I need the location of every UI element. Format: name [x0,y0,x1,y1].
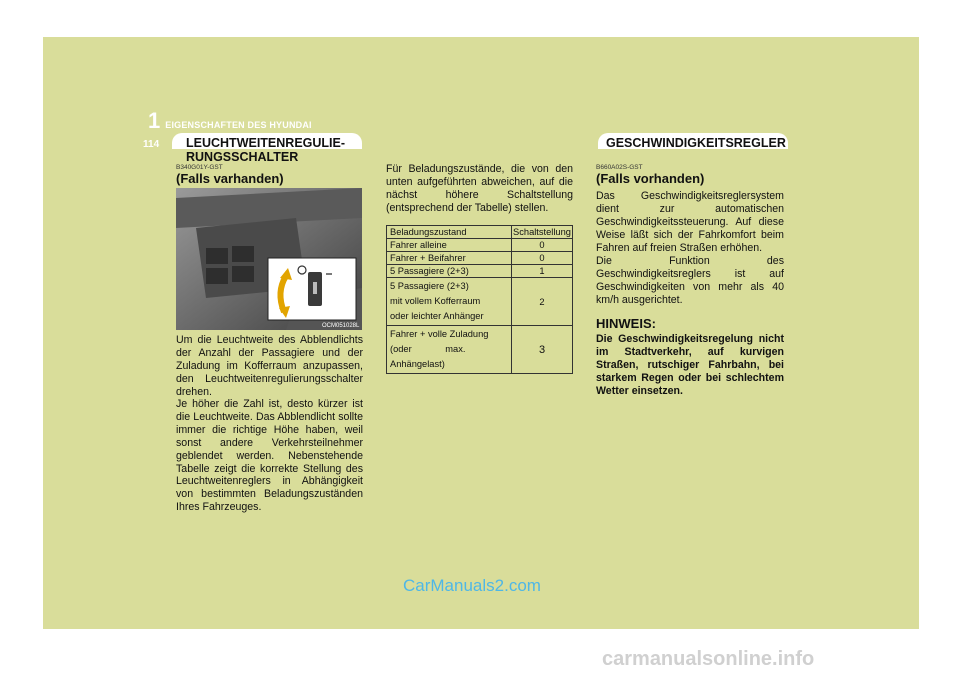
section-title-geschwindigkeitsregler: GESCHWINDIGKEITSREGLER [606,136,786,150]
note-text: Die Geschwindigkeitsregelung nicht im Stadtverkehr, auf kurvigen Straßen, rutschiger Fahrbahn, bei starkem Regen oder bei schlechtem Wetter einsetzen. [596,333,784,397]
middle-intro: Für Beladungszustände, die von den unten aufgeführten abweichen, auf die nächst höhere Schaltstellung (entsprechend der Tabelle) stellen. [386,163,573,214]
image-code: OCM051028L [322,323,360,329]
right-paragraph-1: Das Geschwindigkeitsreglersystem dient zur automatischen Geschwindigkeitssteuerung. Auf diese Weise läßt sich der Fahrkomfort beim Fahren auf freien Straßen erhöhen. [596,190,784,254]
table-cell-line: Anhängelast) [390,359,445,369]
table-cell-value: 0 [512,252,573,265]
chapter-number: 1 [148,108,161,133]
table-cell: Fahrer + Beifahrer [387,252,512,265]
table-cell-value: 0 [512,239,573,252]
section-title-line1: LEUCHTWEITENREGULIE- [186,136,346,150]
watermark-bottom: carmanualsonline.info [602,648,815,670]
table-cell: 5 Passagiere (2+3) [387,265,512,278]
right-paragraph-2: Die Funktion des Geschwindigkeitsreglers ist auf Geschwindigkeiten von mehr als 40 km/h ausgerichtet. [596,255,784,306]
headlamp-switch-illustration [176,188,362,330]
table-row [387,239,573,252]
page-number: 114 [143,139,160,150]
table-header-cell: Schaltstellung [513,227,571,237]
section-title-leuchtweite [186,136,366,164]
watermark-top: CarManuals2.com [403,576,541,595]
left-paragraph-1: Um die Leuchtweite des Abblendlichts der Anzahl der Passagiere und der Zuladung im Kofferraum anzupassen, den Leuchtweitenregulierungsschalter drehen. [176,334,363,398]
table-header-row [387,226,573,239]
table-row [387,278,573,326]
section-title-line2: RUNGSSCHALTER [186,150,299,164]
table-row [387,265,573,278]
table-cell-line: (oder max. [390,344,466,354]
table-cell-line: 5 Passagiere (2+3) [390,281,469,291]
table-row [387,252,573,265]
loading-table [386,225,573,374]
table-cell: Fahrer alleine [387,239,512,252]
table-cell-value: 2 [512,278,573,326]
chapter-header [148,108,312,134]
left-paragraph-2: Je höher die Zahl ist, desto kürzer ist die Leuchtweite. Das Abblendlicht sollte immer die richtige Höhe haben, weil sonst andere Verkehrsteilnehmer geblendet werden. Nebenstehende Tabelle zeigt die korrekte Stellung des Leuchtweitenreglers in Abhängigkeit von bestimmten Beladungszuständen Ihres Fahrzeuges. [176,398,363,514]
table-cell [387,278,512,326]
table-cell-value: 3 [512,326,573,374]
table-cell [387,326,512,374]
subheading-right: (Falls vorhanden) [596,171,705,186]
table-header-cell: Beladungszustand [387,226,512,239]
chapter-title: EIGENSCHAFTEN DES HYUNDAI [165,120,312,130]
section-code-right: B660A02S-GST [596,164,643,171]
subheading: (Falls varhanden) [176,171,284,186]
table-cell-value: 1 [512,265,573,278]
section-code: B340G01Y-GST [176,164,223,171]
table-cell-line: Fahrer + volle Zuladung [390,329,489,339]
table-row [387,326,573,374]
table-cell-line: mit vollem Kofferraum [390,296,481,306]
dashboard-photo [176,188,362,330]
table-cell-line: oder leichter Anhänger [390,311,484,321]
note-heading: HINWEIS: [596,316,656,331]
